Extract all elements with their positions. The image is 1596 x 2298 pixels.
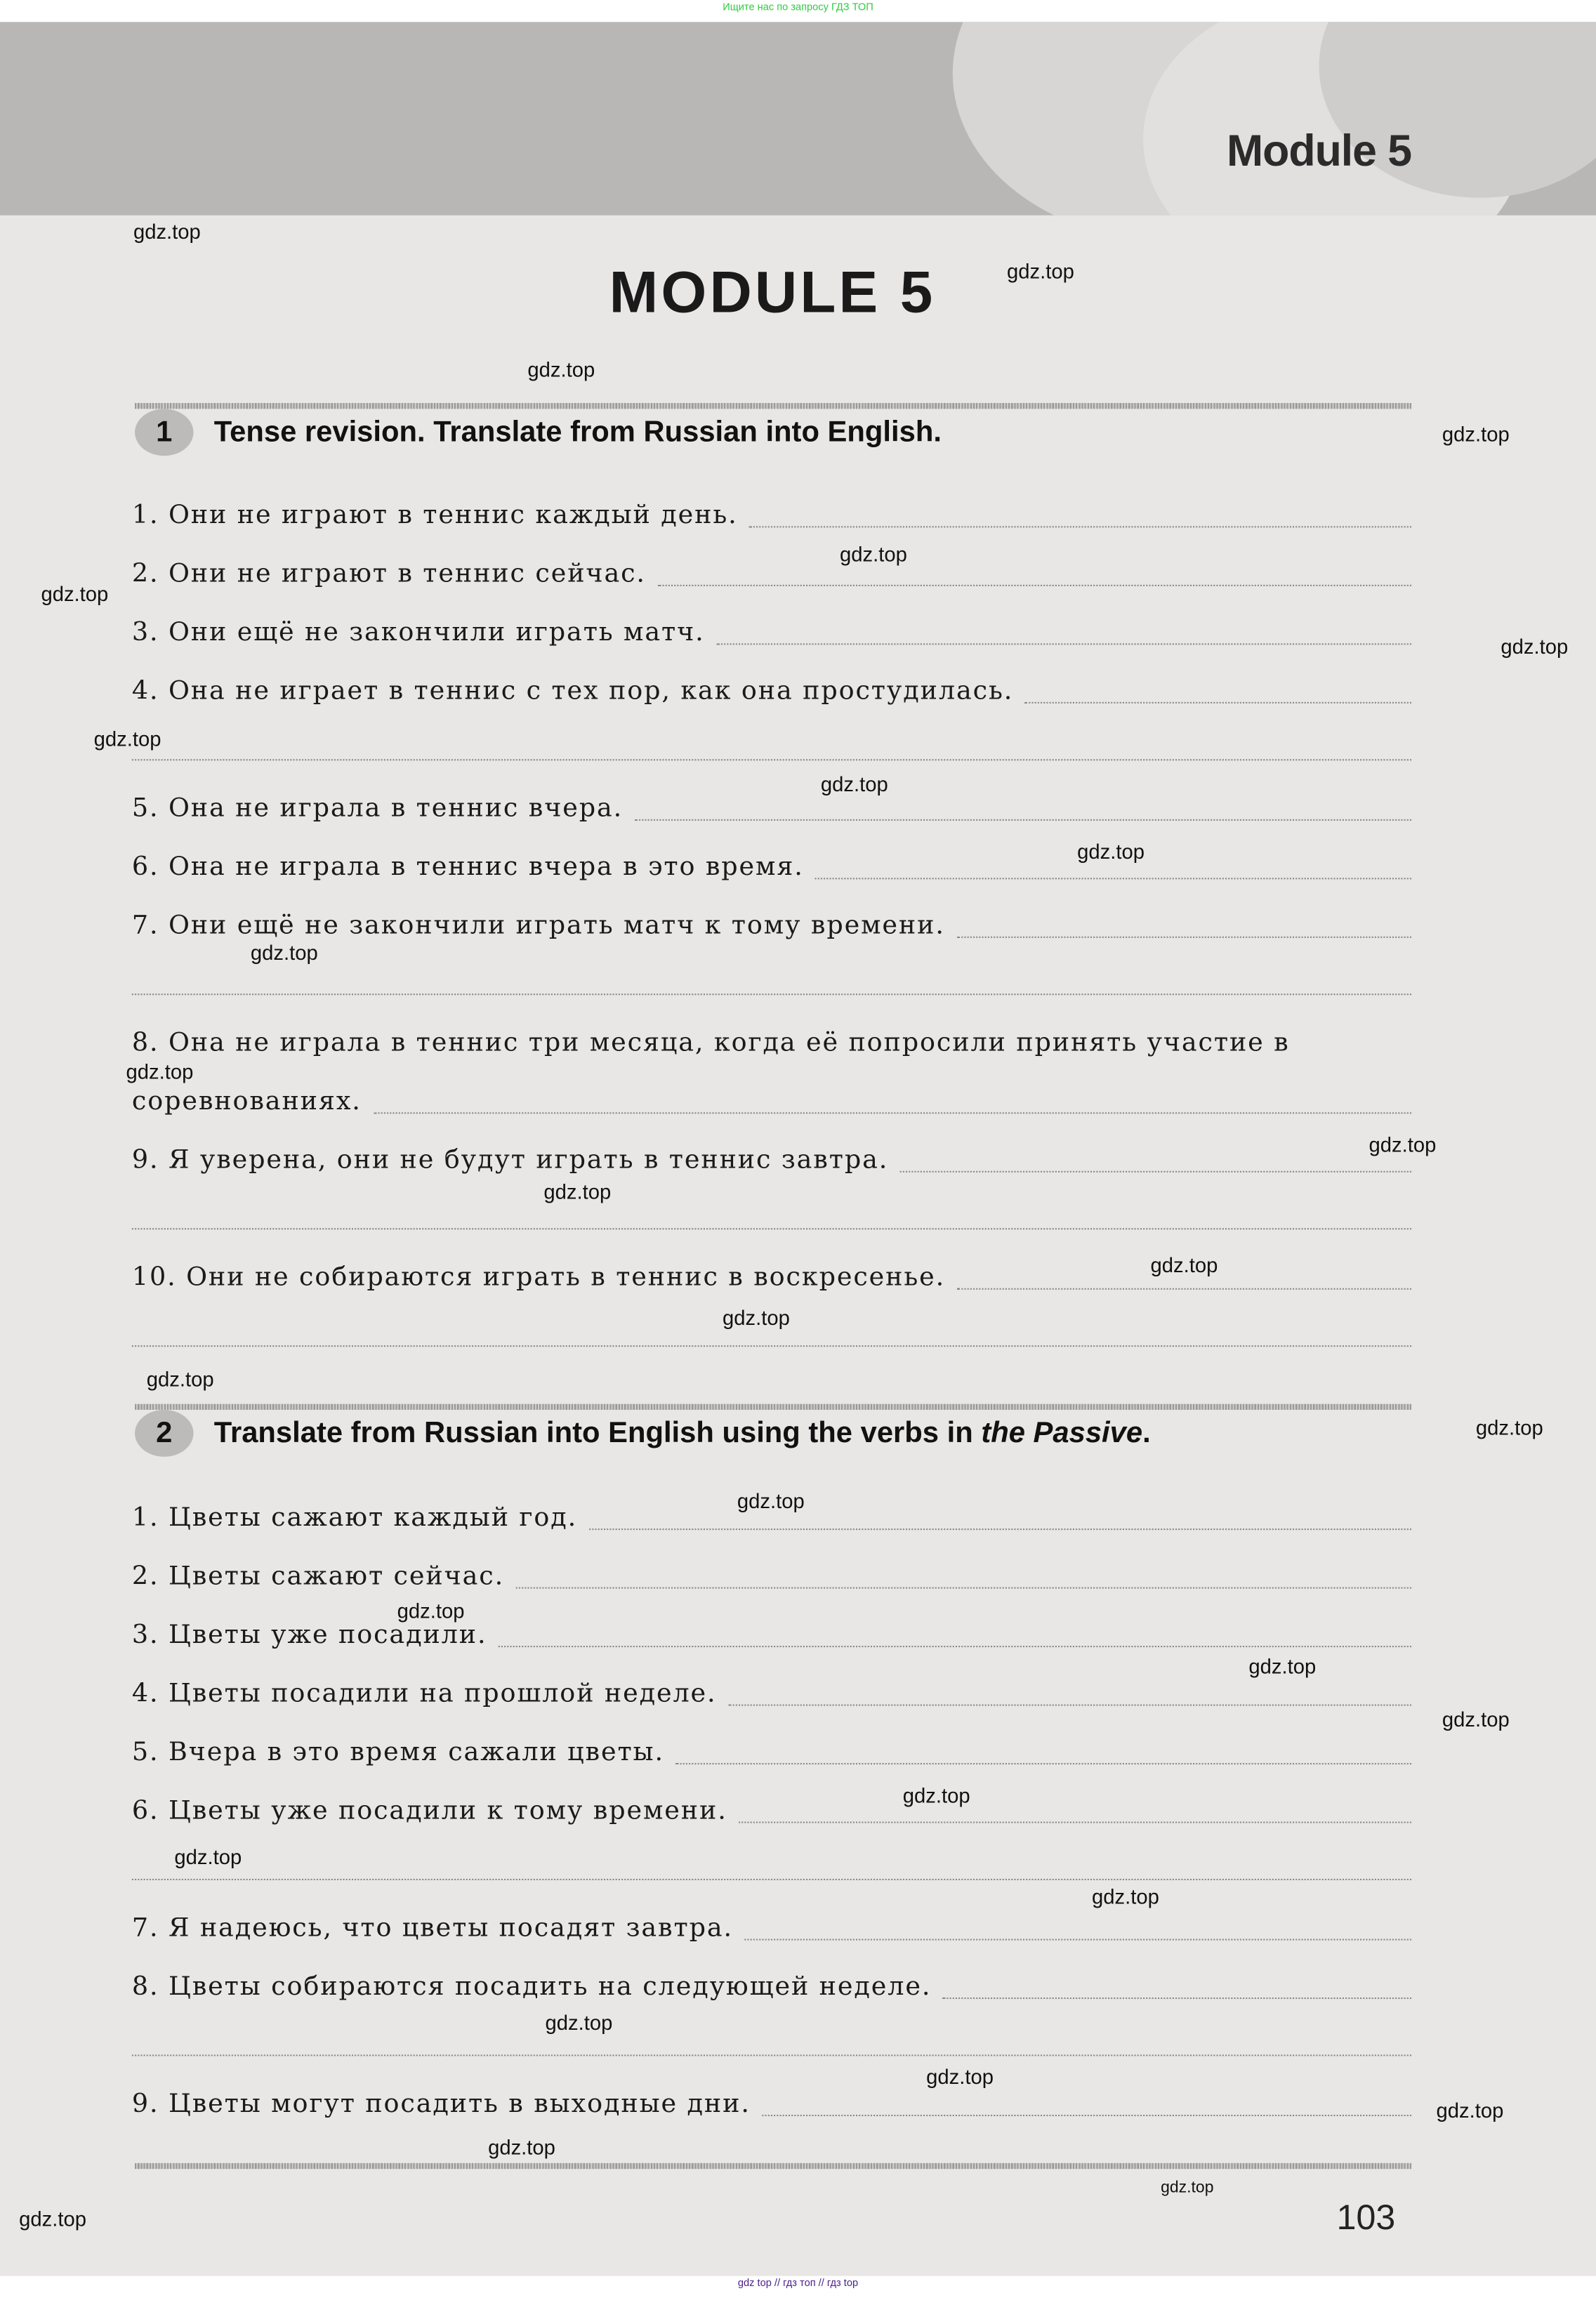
answer-line-extra[interactable] <box>132 1190 1411 1248</box>
watermark: gdz.top <box>1150 1253 1218 1277</box>
watermark: gdz.top <box>545 2010 613 2035</box>
list-item <box>132 1131 1411 1189</box>
watermark: gdz.top <box>1442 1707 1510 1731</box>
watermark: gdz.top <box>1006 259 1074 283</box>
exercise-number-badge: 1 <box>135 409 193 456</box>
item-text: 1. Цветы сажают каждый год. <box>131 1503 578 1533</box>
list-item <box>132 1665 1411 1723</box>
answer-line-extra[interactable] <box>132 2016 1411 2075</box>
answer-line-extra[interactable] <box>132 721 1411 779</box>
answer-line[interactable] <box>745 1917 1411 1939</box>
answer-line[interactable] <box>957 916 1412 937</box>
list-item <box>132 1958 1411 2016</box>
page-title: MODULE 5 <box>609 260 936 326</box>
watermark: gdz.top <box>19 2207 87 2231</box>
item-text: 6. Цветы уже посадили к тому времени. <box>131 1797 727 1826</box>
list-item <box>132 545 1411 603</box>
answer-line[interactable] <box>739 1800 1411 1822</box>
list-item <box>132 1724 1411 1782</box>
watermark: gdz.top <box>41 581 109 606</box>
item-text: 9. Я уверена, они не будут играть в теннис завтра. <box>131 1146 889 1176</box>
list-item <box>132 838 1411 897</box>
exercise-number-badge: 2 <box>135 1410 193 1457</box>
watermark: gdz.top <box>1369 1133 1437 1156</box>
answer-line[interactable] <box>676 1742 1411 1764</box>
section-heading-text: Translate from Russian into English using the verbs in <box>213 1416 973 1449</box>
watermark: gdz.top <box>146 1367 214 1391</box>
answer-line[interactable] <box>374 1091 1412 1113</box>
list-item-continuation <box>132 1073 1411 1131</box>
answer-line[interactable] <box>589 1507 1411 1529</box>
list-item <box>132 1248 1411 1307</box>
list-item <box>132 2075 1411 2134</box>
item-text: 7. Они ещё не закончили играть матч к тому времени. <box>131 911 945 942</box>
answer-line[interactable] <box>1025 681 1411 703</box>
watermark: gdz.top <box>133 220 201 244</box>
section-1-heading <box>135 410 942 454</box>
watermark: gdz.top <box>820 772 888 796</box>
answer-line[interactable] <box>716 622 1411 644</box>
answer-line[interactable] <box>635 798 1411 820</box>
section-rule <box>135 1404 1411 1410</box>
watermark: gdz.top <box>723 1305 790 1330</box>
answer-line[interactable] <box>728 1683 1411 1705</box>
answer-line[interactable] <box>943 1976 1411 1998</box>
item-text: 4. Она не играет в теннис с тех пор, как она простудилась. <box>131 677 1014 707</box>
watermark: gdz.top <box>93 727 161 751</box>
watermark: gdz.top <box>840 542 907 566</box>
list-item <box>132 1547 1411 1606</box>
section-rule <box>135 403 1411 409</box>
item-text: 7. Я надеюсь, что цветы посадят завтра. <box>131 1914 734 1943</box>
answer-line-extra[interactable] <box>132 956 1411 1014</box>
section-1-items <box>132 487 1411 1366</box>
watermark: gdz.top <box>543 1180 612 1203</box>
watermark: gdz.top <box>397 1599 465 1623</box>
footer-note: gdz top // гдз топ // гдз top <box>737 2278 859 2290</box>
watermark: gdz.top <box>1436 2099 1504 2122</box>
item-text: 3. Они ещё не закончили играть матч. <box>131 618 705 648</box>
section-heading-text: Tense revision. Translate from Russian into English. <box>213 415 942 448</box>
item-text: соревнованиях. <box>131 1087 362 1117</box>
item-text: 1. Они не играют в теннис каждый день. <box>131 501 738 531</box>
item-text: 8. Цветы собираются посадить на следующей неделе. <box>131 1972 932 2002</box>
watermark: gdz.top <box>1501 634 1569 659</box>
item-text: 8. Она не играла в теннис три месяца, когда её попросили принять участие в <box>131 1029 1290 1059</box>
answer-line[interactable] <box>749 505 1411 527</box>
watermark: gdz.top <box>1077 840 1145 864</box>
watermark: gdz.top <box>126 1059 194 1083</box>
top-note: Ищите нас по запросу ГДЗ ТОП <box>723 3 873 13</box>
list-item <box>132 1782 1411 1840</box>
watermark: gdz.top <box>926 2065 994 2089</box>
section-heading-end: . <box>1142 1416 1151 1449</box>
answer-line[interactable] <box>499 1625 1411 1646</box>
list-item <box>132 897 1411 955</box>
list-item <box>132 662 1411 720</box>
list-item <box>132 604 1411 662</box>
item-text: 5. Она не играла в теннис вчера. <box>131 794 624 824</box>
watermark: gdz.top <box>250 941 318 965</box>
item-text: 2. Цветы сажают сейчас. <box>131 1562 505 1592</box>
item-text: 5. Вчера в это время сажали цветы. <box>131 1738 665 1768</box>
bottom-rule <box>135 2163 1411 2169</box>
watermark: gdz.top <box>1475 1415 1543 1439</box>
watermark: gdz.top <box>1248 1654 1317 1678</box>
watermark: gdz.top <box>527 357 595 381</box>
list-item <box>132 487 1411 545</box>
answer-line[interactable] <box>658 564 1411 586</box>
watermark: gdz.top <box>1442 422 1510 446</box>
watermark: gdz.top <box>1092 1884 1159 1908</box>
section-2-items <box>132 1489 1411 2134</box>
watermark: gdz.top <box>902 1783 970 1807</box>
answer-line[interactable] <box>516 1566 1411 1587</box>
page-header-band <box>0 22 1596 216</box>
list-item <box>132 779 1411 838</box>
item-text: 3. Цветы уже посадили. <box>131 1620 487 1651</box>
list-item <box>132 1899 1411 1957</box>
section-heading-emphasis: the Passive <box>981 1416 1143 1449</box>
watermark: gdz.top <box>174 1844 242 1869</box>
item-text: 10. Они не собираются играть в теннис в воскресенье. <box>131 1263 946 1293</box>
section-2-heading <box>135 1411 1151 1455</box>
item-text: 2. Они не играют в теннис сейчас. <box>131 560 646 590</box>
watermark: gdz.top <box>488 2135 555 2159</box>
module-tag: Module 5 <box>1227 127 1412 176</box>
list-item <box>132 1606 1411 1665</box>
page-number: 103 <box>1336 2198 1396 2238</box>
answer-line-extra[interactable] <box>132 1841 1411 1899</box>
answer-line[interactable] <box>763 2094 1412 2115</box>
list-item <box>132 1014 1411 1072</box>
item-text: 9. Цветы могут посадить в выходные дни. <box>131 2089 751 2120</box>
answer-line[interactable] <box>900 1149 1411 1171</box>
watermark: gdz.top <box>1161 2179 1214 2197</box>
watermark: gdz.top <box>737 1488 805 1513</box>
item-text: 4. Цветы посадили на прошлой неделе. <box>131 1679 717 1709</box>
item-text: 6. Она не играла в теннис вчера в это время. <box>131 852 804 883</box>
